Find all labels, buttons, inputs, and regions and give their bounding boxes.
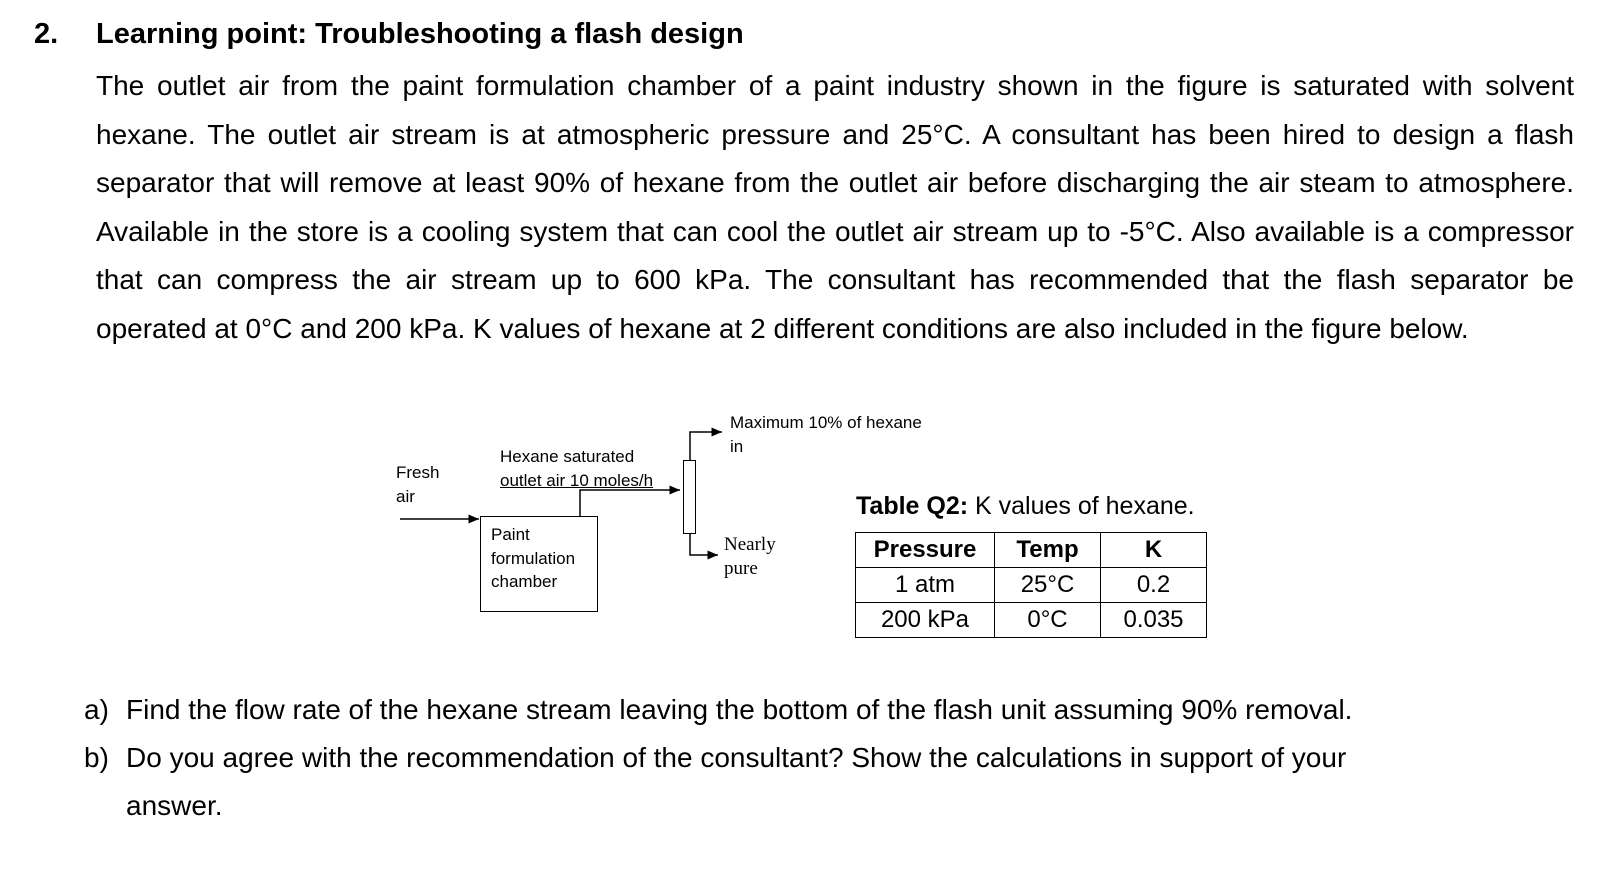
cell-k: 0.2 [1101, 568, 1207, 603]
part-b-tag: b) [84, 742, 109, 773]
header-k: K [1101, 533, 1207, 568]
table-row [856, 568, 1207, 603]
table-caption: Table Q2: K values of hexane. [856, 492, 1195, 520]
table-row [856, 603, 1207, 638]
outlet-air-line [580, 490, 680, 516]
part-b-text: Do you agree with the recommendation of the consultant? Show the calculations in support of your [126, 742, 1347, 773]
header-temp: Temp [995, 533, 1101, 568]
table-header-row [856, 533, 1207, 568]
fresh-air-label: Fresh air [396, 463, 440, 506]
part-a-tag: a) [84, 694, 109, 725]
bottom-stream-label: Nearly pure [724, 534, 776, 579]
cell-temp: 0°C [995, 603, 1101, 638]
top-stream-label: Maximum 10% of hexane in [730, 413, 922, 456]
cell-pressure: 1 atm [856, 568, 995, 603]
top-outlet-line [690, 432, 722, 460]
k-values-table [855, 532, 1207, 638]
cell-temp: 25°C [995, 568, 1101, 603]
part-b [84, 734, 1346, 782]
part-a-text: Find the flow rate of the hexane stream leaving the bottom of the flash unit assuming 90% removal. [126, 694, 1353, 725]
problem-statement: The outlet air from the paint formulation chamber of a paint industry shown in the figure is saturated with solvent hexane. The outlet air stream is at atmospheric pressure and 25°C. A consultant has been hired to design a flash separator that will remove at least 90% of hexane from the outlet air before discharging the air steam to atmosphere. Available in the store is a cooling system that can cool the outlet air stream up to -5°C. Also available is a compressor that can compress the air stream up to 600 kPa. The consultant has recommended that the flash separator be operated at 0°C and 200 kPa. K values of hexane at 2 different conditions are also included in the figure below. [96, 70, 1574, 344]
flash-separator [683, 460, 696, 534]
bottom-outlet-line [690, 534, 718, 555]
outlet-air-label: Hexane saturated outlet air 10 moles/h [500, 447, 654, 490]
header-pressure: Pressure [856, 533, 995, 568]
part-b-continuation: answer. [126, 790, 223, 821]
cell-k: 0.035 [1101, 603, 1207, 638]
cell-pressure: 200 kPa [856, 603, 995, 638]
paint-formulation-chamber: Paint formulation chamber [480, 516, 598, 612]
question-title: Learning point: Troubleshooting a flash design [96, 18, 744, 50]
question-number: 2. [34, 18, 59, 50]
part-a [84, 686, 1352, 734]
